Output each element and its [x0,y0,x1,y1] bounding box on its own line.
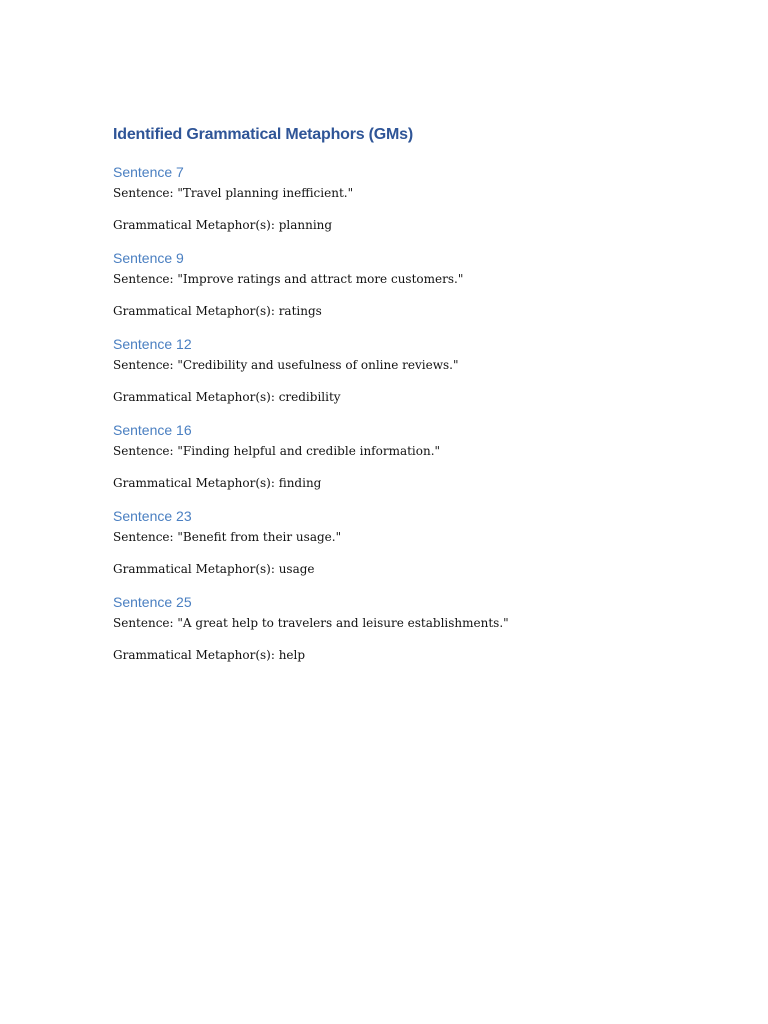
sentence-text: Sentence: "A great help to travelers and leisure establishments." [113,616,509,630]
grammatical-metaphor-text: Grammatical Metaphor(s): finding [113,476,322,490]
section-heading: Sentence 9 [113,250,184,266]
sentence-text: Sentence: "Credibility and usefulness of online reviews." [113,358,459,372]
grammatical-metaphor-text: Grammatical Metaphor(s): ratings [113,304,322,318]
grammatical-metaphor-text: Grammatical Metaphor(s): credibility [113,390,341,404]
sentence-text: Sentence: "Finding helpful and credible information." [113,444,441,458]
document-page [113,124,673,678]
document-title: Identified Grammatical Metaphors (GMs) [113,126,414,143]
sentence-text: Sentence: "Benefit from their usage." [113,530,342,544]
section-sentence-16 [113,420,673,492]
grammatical-metaphor-text: Grammatical Metaphor(s): planning [113,218,333,232]
section-sentence-23 [113,506,673,578]
sentence-text: Sentence: "Travel planning inefficient." [113,186,354,200]
section-heading: Sentence 23 [113,508,192,524]
section-heading: Sentence 7 [113,164,184,180]
section-heading: Sentence 16 [113,422,192,438]
section-sentence-12 [113,334,673,406]
section-heading: Sentence 12 [113,336,192,352]
section-sentence-7 [113,162,673,234]
section-sentence-25 [113,592,673,664]
sentence-text: Sentence: "Improve ratings and attract more customers." [113,272,464,286]
section-sentence-9 [113,248,673,320]
section-heading: Sentence 25 [113,594,192,610]
grammatical-metaphor-text: Grammatical Metaphor(s): help [113,648,306,662]
grammatical-metaphor-text: Grammatical Metaphor(s): usage [113,562,315,576]
